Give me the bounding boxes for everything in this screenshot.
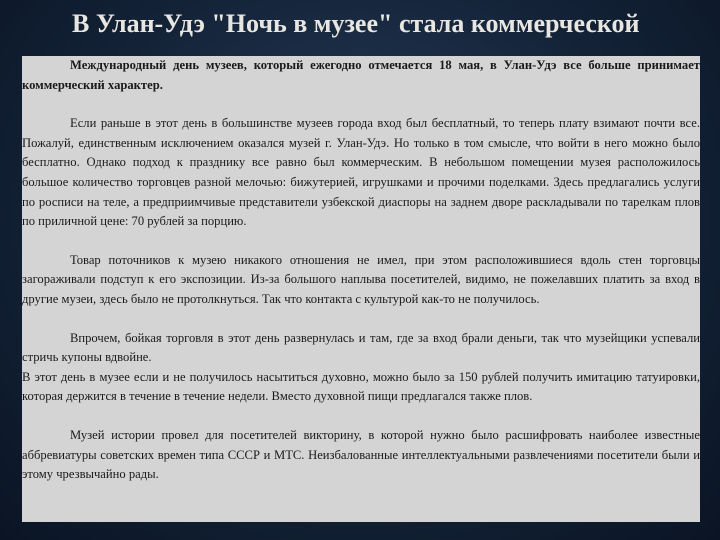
article-paragraph-2: Товар поточников к музею никакого отношения не имел, при этом расположившиеся вдоль стен торговцы загораживали подступ к его экспозиции. Из-за большого наплыва посетителей, видимо, не пожелавших платить за вход в другие музеи, здесь было не протолкнуться. Так что контакта с культурой как-то не получилось. [22, 252, 700, 306]
paragraph-spacer [22, 232, 700, 251]
article-text-panel [22, 56, 700, 522]
slide-title: В Улан-Удэ "Ночь в музее" стала коммерческой [72, 9, 640, 38]
article-paragraph-1: Если раньше в этот день в большинстве музеев города вход был бесплатный, то теперь плату взимают почти все. Пожалуй, единственным исключением оказался музей г. Улан-Удэ. Но только в том смысле, что войти в него можно было бесплатно. Однако подход к празднику все равно был коммерческим. В небольшом помещении музея расположилось большое количество торговцев разной мелочью: бижутерией, игрушками и прочими поделками. Здесь предлагались услуги по росписи на теле, а предприимчивые представители узбекской диаспоры на заднем дворе раскладывали по тарелкам плов по приличной цене: 70 рублей за порцию. [22, 116, 700, 229]
paragraph-spacer [22, 310, 700, 329]
article-paragraph-3: Впрочем, бойкая торговля в этот день развернулась и там, где за вход брали деньги, так что музейщики успевали стричь купоны вдвойне. [22, 330, 700, 365]
article-lead-paragraph: Международный день музеев, который ежегодно отмечается 18 мая, в Улан-Удэ все больше принимает коммерческий характер. [22, 58, 700, 92]
paragraph-spacer [22, 95, 700, 114]
article-paragraph-5: Музей истории провел для посетителей викторину, в которой нужно было расшифровать наиболее известные аббревиатуры советских времен типа СССР и МТС. Неизбалованные интеллектуальными развлечениями посетители были и этому чрезвычайно рады. [22, 427, 700, 482]
paragraph-spacer [22, 407, 700, 426]
article-paragraph-4: В этот день в музее если и не получилось насытиться духовно, можно было за 150 рублей получить имитацию татуировки, которая держится в течение в течение недели. Вместо духовной пищи предлагался также плов. [22, 369, 700, 404]
